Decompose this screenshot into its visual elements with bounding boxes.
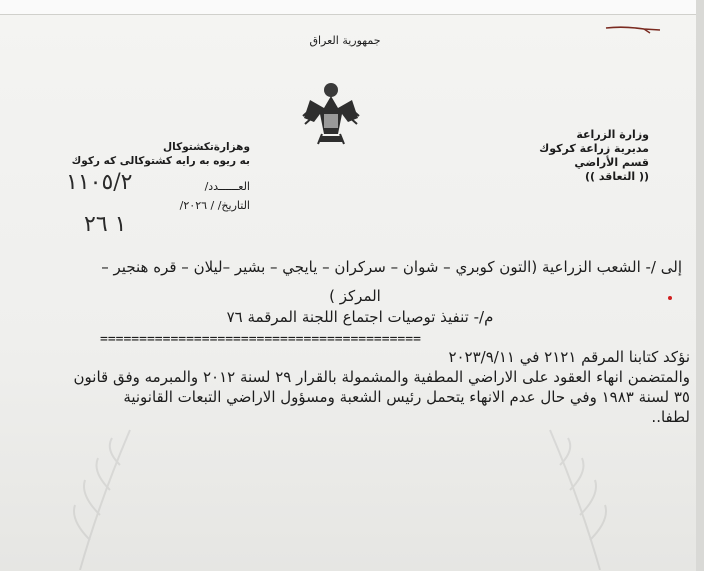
reference-number-handwritten: ١١٠٥/٢ [66,170,133,195]
recipient-line-continued: المركز ) [329,287,381,305]
recipient-line: إلى /- الشعب الزراعية (التون كوبري – شوان – سركران – يايجي – بشير –ليلان – قره هنجير – [101,258,682,276]
ministry-block-left [20,140,250,168]
wheat-watermark-icon [500,420,620,570]
ink-dot [668,296,672,300]
body-line: نؤكد كتابنا المرقم ٢١٢١ في ٢٠٢٣/٩/١١ [448,348,690,366]
wheat-watermark-icon [60,420,180,570]
kurdish-ministry-line: وهزارةتكشتوكال [163,141,250,153]
directorate-line: مديرية زراعة كركوك [539,142,649,155]
date-handwritten: ١ ٢٦ [84,212,127,237]
iraq-eagle-emblem-icon [300,78,362,148]
body-line: لطفا.. [651,408,690,426]
subject-line: م/- تنفيذ توصيات اجتماع اللجنة المرقمة ٧٦ [226,308,494,326]
kurdish-directorate-line: به ريوه به رايه كشتوكالى كه ركوك [71,155,250,167]
letter-body [0,347,690,427]
country-heading: جمهورية العراق [309,34,381,47]
body-line: ٣٥ لسنة ١٩٨٣ وفي حال عدم الانهاء يتحمل رئيس الشعبة ومسؤول الاراضي التبعات القانونية [123,388,690,406]
body-line: والمتضمن انهاء العقود على الاراضي المطفية والمشمولة بالقرار ٢٩ لسنة ٢٠١٢ والمبرمه وفق قانون [73,368,690,386]
separator-line: ========================================= [100,332,421,347]
ministry-line: وزارة الزراعة [576,128,649,141]
page-right-edge [696,0,704,571]
section-line: (( التعاقد )) [584,170,649,183]
date-label: التاريخ/ / ٢٠٢٦/ [179,199,250,212]
ministry-block-right [539,128,649,184]
arrow-mark-icon [604,22,664,36]
department-line: قسم الأراضي [574,156,649,169]
page-top-edge [0,0,704,15]
reference-number-label: العــــــدد/ [204,180,250,193]
